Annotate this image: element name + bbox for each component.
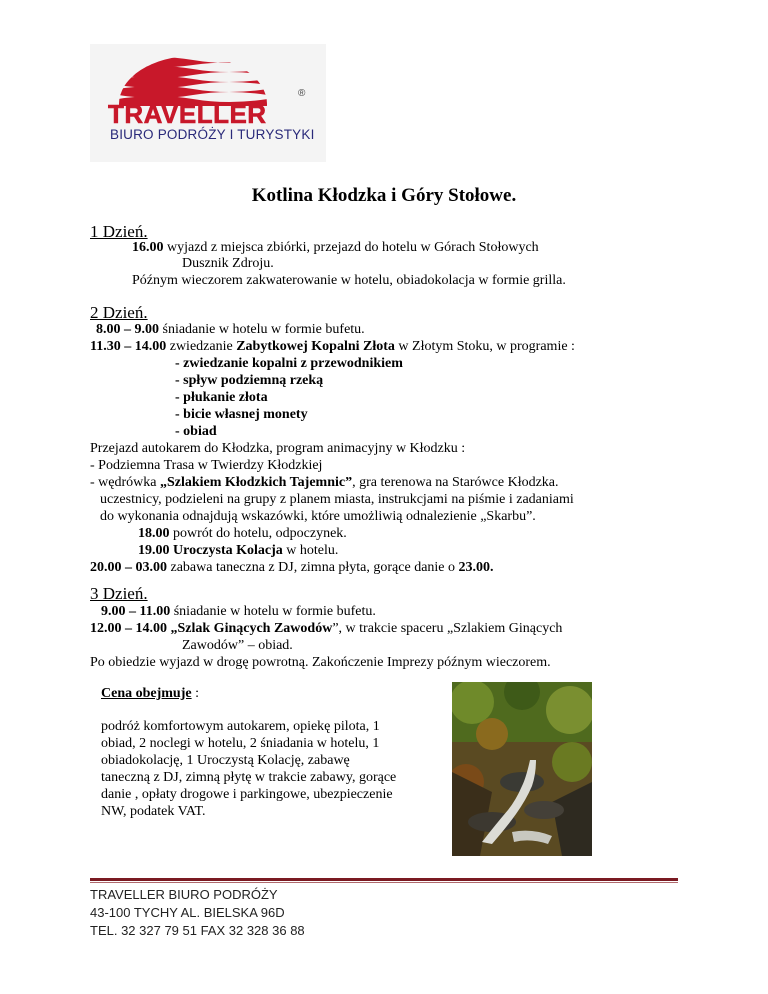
dish-time: 23.00. [458, 560, 494, 575]
footer-company: TRAVELLER BIURO PODRÓŻY [90, 887, 278, 902]
day2-line11: uczestnicy, podzieleni na grupy z planem miasta, instrukcjami na piśmie i zadaniami [100, 492, 574, 507]
text: powrót do hotelu, odpoczynek. [169, 526, 347, 541]
time: 9.00 – 11.00 [101, 604, 171, 619]
day2-line8: Przejazd autokarem do Kłodzka, program animacyjny w Kłodzku : [90, 441, 466, 456]
price-line: taneczną z DJ, zimną płytę w trakcie zabawy, gorące [101, 770, 397, 785]
registered-mark: ® [298, 88, 306, 99]
day3-heading: 3 Dzień. [90, 584, 148, 603]
text: zabawa taneczna z DJ, zimna płyta, gorące danie o [167, 560, 459, 575]
text: wyjazd z miejsca zbiórki, przejazd do hotelu w Górach Stołowych [163, 240, 539, 255]
page-title: Kotlina Kłodzka i Góry Stołowe. [251, 185, 517, 206]
day1-line2: Dusznik Zdroju. [182, 256, 274, 271]
day2-line15 [90, 560, 494, 577]
price-line: NW, podatek VAT. [101, 804, 206, 819]
program-item [175, 373, 323, 390]
program-item [175, 407, 308, 424]
program-text: - zwiedzanie kopalni z przewodnikiem [175, 356, 403, 371]
day2-heading: 2 Dzień. [90, 303, 148, 322]
day2-line10 [90, 475, 559, 492]
footer-divider [90, 878, 678, 881]
program-text: - obiad [175, 424, 217, 439]
price-line: podróż komfortowym autokarem, opiekę pilota, 1 [101, 719, 380, 734]
text: w Złotym Stoku, w programie : [394, 339, 575, 354]
day2-line12: do wykonania odnajdują wskazówki, które umożliwią odnalezienie „Skarbu”. [100, 509, 536, 524]
day2-line13 [138, 526, 347, 543]
day3-line4: Po obiedzie wyjazd w drogę powrotną. Zakończenie Imprezy późnym wieczorem. [90, 655, 551, 670]
time: 12.00 – 14.00 [90, 621, 167, 636]
time: 20.00 – 03.00 [90, 560, 167, 575]
waterfall-photo [452, 682, 592, 856]
time: 11.30 – 14.00 [90, 339, 167, 354]
program-item [175, 356, 403, 373]
footer-divider-thin [90, 882, 678, 883]
price-line: obiad, 2 noclegi w hotelu, 2 śniadania w hotelu, 1 [101, 736, 380, 751]
mine-name: Zabytkowej Kopalni Złota [236, 339, 395, 354]
day1-heading: 1 Dzień. [90, 222, 148, 241]
time: 18.00 [138, 526, 170, 541]
footer-phone: TEL. 32 327 79 51 FAX 32 328 36 88 [90, 923, 305, 938]
event: Uroczysta Kolacja [169, 543, 283, 558]
footer-address: 43-100 TYCHY AL. BIELSKA 96D [90, 905, 285, 920]
trail-name: „Szlak Ginących Zawodów [167, 621, 333, 636]
program-item [175, 424, 217, 441]
day1-line1 [132, 240, 539, 257]
price-heading [101, 686, 199, 703]
time: 16.00 [132, 240, 164, 255]
trail-name: „Szlakiem Kłodzkich Tajemnic” [159, 475, 353, 490]
program-text: - płukanie złota [175, 390, 268, 405]
text: ”, w trakcie spaceru „Szlakiem Ginących [332, 621, 563, 636]
day3-line2 [90, 621, 562, 638]
program-item [175, 390, 268, 407]
text: - wędrówka [90, 475, 160, 490]
text: zwiedzanie [166, 339, 237, 354]
day1-line3: Późnym wieczorem zakwaterowanie w hotelu, obiadokolacja w formie grilla. [132, 273, 566, 288]
day2-line14 [138, 543, 338, 560]
text: , gra terenowa na Starówce Kłodzka. [352, 475, 559, 490]
day2-line2 [90, 339, 575, 356]
time: 19.00 [138, 543, 170, 558]
program-text: - bicie własnej monety [175, 407, 308, 422]
price-heading-label: Cena obejmuje [101, 686, 192, 701]
day3-line1 [101, 604, 376, 621]
text: w hotelu. [282, 543, 339, 558]
time: 8.00 – 9.00 [96, 322, 159, 337]
day2-line9: - Podziemna Trasa w Twierdzy Kłodzkiej [90, 458, 323, 473]
text: śniadanie w hotelu w formie bufetu. [159, 322, 365, 337]
price-line: obiadokolację, 1 Uroczystą Kolację, zabawę [101, 753, 350, 768]
day2-line1 [96, 322, 365, 339]
text: śniadanie w hotelu w formie bufetu. [170, 604, 376, 619]
colon: : [191, 686, 199, 701]
logo-subtitle: BIURO PODRÓŻY I TURYSTYKI [110, 127, 315, 142]
price-line: danie , opłaty drogowe i parkingowe, ubezpieczenie [101, 787, 393, 802]
program-text: - spływ podziemną rzeką [175, 373, 324, 388]
day3-line3: Zawodów” – obiad. [182, 638, 293, 653]
logo-wordmark: TRAVELLER [108, 99, 267, 129]
